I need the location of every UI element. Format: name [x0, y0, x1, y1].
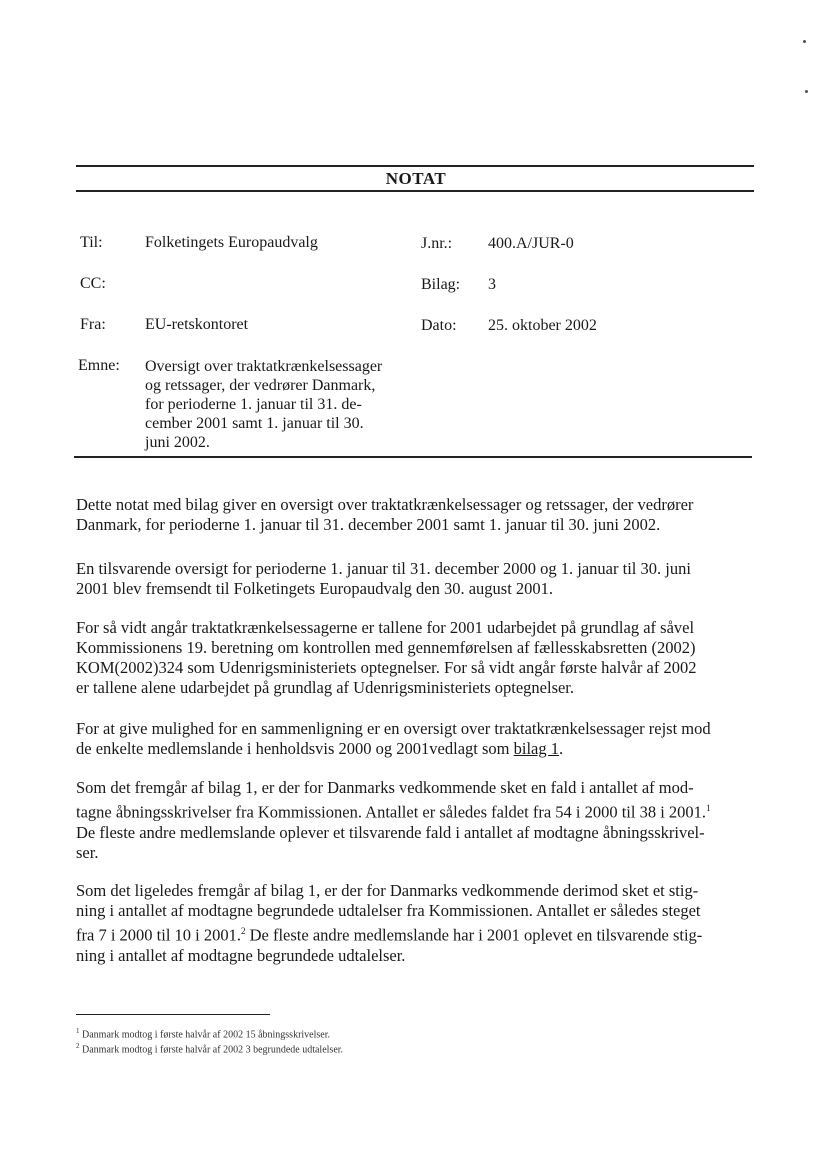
jnr-label: J.nr.: [421, 235, 453, 252]
bilag-1-link[interactable]: bilag 1 [513, 739, 560, 758]
bilag-label: Bilag: [421, 276, 461, 293]
dato-label: Dato: [421, 317, 457, 334]
scan-speck [805, 90, 808, 93]
paragraph-text: de enkelte medlemslande i henholdsvis 2000 og 2001vedlagt som [76, 739, 514, 758]
paragraph-2 [76, 559, 736, 599]
header-bottom-rule [74, 456, 752, 458]
paragraph-line: er tallene alene udarbejdet på grundlag af Udenrigsministeriets optegnelser. [76, 678, 575, 697]
emne-line: Oversigt over traktatkrænkelsessager [145, 358, 383, 375]
footnote-number: 1 [76, 1027, 80, 1035]
emne-value [145, 357, 395, 452]
paragraph-text: . [559, 739, 564, 758]
footnote-ref-2: 2 [240, 926, 246, 936]
footnote-number: 2 [76, 1042, 80, 1050]
paragraph-5 [76, 778, 736, 863]
til-value: Folketingets Europaudvalg [145, 234, 318, 251]
emne-label: Emne: [78, 357, 120, 374]
document-title: NOTAT [385, 169, 447, 188]
footnote-1 [76, 1025, 330, 1041]
paragraph-line: De fleste andre medlemslande oplever et tilsvarende fald i antallet af modtagne åbningsskrivel- [76, 822, 705, 842]
paragraph-line: ning i antallet af modtagne begrundede udtalelser. [76, 945, 406, 965]
paragraph-text: tagne åbningsskrivelser fra Kommissionen. Antallet er således faldet fra 54 i 2000 til 38 i 2001. [76, 802, 707, 822]
dato-value: 25. oktober 2002 [488, 317, 597, 334]
bilag-value: 3 [488, 276, 496, 293]
scan-speck [803, 40, 806, 43]
til-label: Til: [80, 234, 103, 251]
paragraph-line [76, 921, 736, 946]
paragraph-text: De fleste andre medlemslande har i 2001 oplevet en tilsvarende stig- [245, 925, 703, 945]
paragraph-text: fra 7 i 2000 til 10 i 2001. [76, 925, 241, 945]
emne-line: for perioderne 1. januar til 31. de- [145, 396, 362, 413]
paragraph-line [76, 798, 736, 823]
emne-line: cember 2001 samt 1. januar til 30. [145, 415, 364, 432]
paragraph-line: Som det ligeledes fremgår af bilag 1, er der for Danmarks vedkommende derimod sket et stig- [76, 881, 699, 900]
footnote-separator [76, 1014, 270, 1015]
fra-value: EU-retskontoret [145, 316, 249, 333]
paragraph-line: ser. [76, 842, 99, 862]
paragraph-line: Danmark, for perioderne 1. januar til 31. december 2001 samt 1. januar til 30. juni 2002. [76, 515, 661, 534]
jnr-value: 400.A/JUR-0 [488, 235, 574, 252]
emne-line: og retssager, der vedrører Danmark, [145, 377, 376, 394]
paragraph-line: KOM(2002)324 som Udenrigsministeriets optegnelser. For så vidt angår første halvår af 2002 [76, 658, 697, 677]
emne-line: juni 2002. [145, 434, 210, 451]
footnote-ref-1: 1 [706, 803, 711, 813]
paragraph-3 [76, 618, 736, 698]
paragraph-line: 2001 blev fremsendt til Folketingets Europaudvalg den 30. august 2001. [76, 579, 554, 598]
top-rule-lower [76, 190, 754, 192]
top-rule-upper [76, 165, 754, 167]
paragraph-6 [76, 881, 736, 966]
paragraph-line [76, 739, 736, 759]
paragraph-line: En tilsvarende oversigt for perioderne 1. januar til 31. december 2000 og 1. januar til 30. juni [76, 559, 691, 578]
cc-label: CC: [80, 275, 106, 292]
footnote-text: Danmark modtog i første halvår af 2002 3 begrundede udtalelser. [82, 1044, 344, 1056]
paragraph-line: For at give mulighed for en sammenligning er en oversigt over traktatkrænkelsessager rejst mod [76, 719, 711, 738]
paragraph-1 [76, 495, 736, 535]
paragraph-4 [76, 719, 736, 759]
fra-label: Fra: [80, 316, 106, 333]
paragraph-line: Som det fremgår af bilag 1, er der for Danmarks vedkommende sket en fald i antallet af mod- [76, 778, 694, 797]
paragraph-line: For så vidt angår traktatkrænkelsessagerne er tallene for 2001 udarbejdet på grundlag af såvel [76, 618, 695, 637]
paragraph-line: Kommissionens 19. beretning om kontrollen med gennemførelsen af fællesskabsretten (2002) [76, 638, 696, 657]
footnote-2 [76, 1040, 343, 1056]
paragraph-line: ning i antallet af modtagne begrundede udtalelser fra Kommissionen. Antallet er således steget [76, 901, 701, 920]
paragraph-line: Dette notat med bilag giver en oversigt over traktatkrænkelsessager og retssager, der vedrører [76, 495, 694, 514]
footnote-text: Danmark modtog i første halvår af 2002 15 åbningsskrivelser. [82, 1029, 330, 1041]
